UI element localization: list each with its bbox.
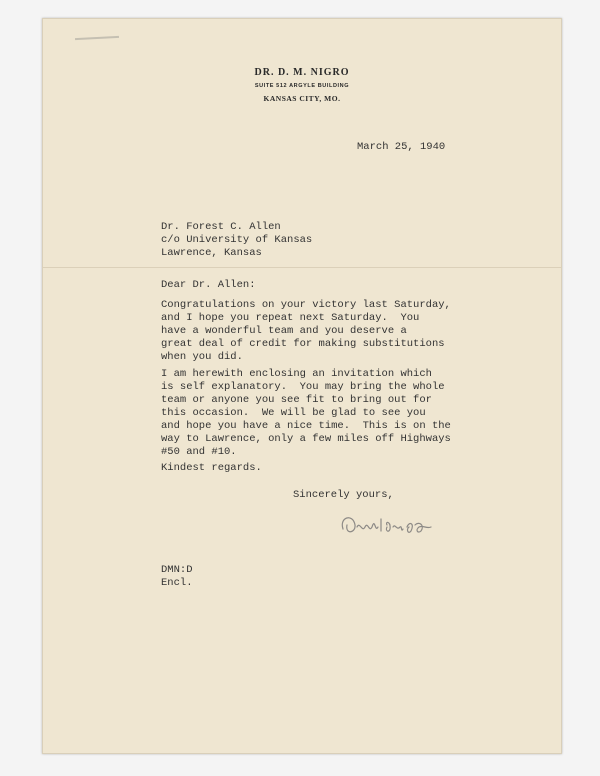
paragraph-line: and hope you have a nice time. This is on the <box>161 420 451 432</box>
paragraph-line: great deal of credit for making substitutions <box>161 338 445 350</box>
letterhead-city: KANSAS CITY, MO. <box>263 94 341 103</box>
letterhead-address: SUITE 512 ARGYLE BUILDING <box>254 83 350 89</box>
paragraph-1 <box>161 299 451 364</box>
paragraph-line: when you did. <box>161 351 243 363</box>
paragraph-line: I am herewith enclosing an invitation which <box>161 368 432 380</box>
pencil-mark <box>75 36 119 40</box>
paragraph-line: team or anyone you see fit to bring out for <box>161 394 432 406</box>
paragraph-line: is self explanatory. You may bring the whole <box>161 381 445 393</box>
kindest-regards: Kindest regards. <box>161 462 262 474</box>
paper-fold-line <box>43 267 561 268</box>
paragraph-2 <box>161 368 451 459</box>
recipient-address <box>161 221 312 260</box>
paragraph-line: way to Lawrence, only a few miles off Highways <box>161 433 451 445</box>
complimentary-close: Sincerely yours, <box>293 489 394 501</box>
enclosure-note: Encl. <box>161 577 193 589</box>
recipient-institution: c/o University of Kansas <box>161 234 313 246</box>
paragraph-line: #50 and #10. <box>161 446 237 458</box>
handwritten-signature <box>335 503 475 543</box>
letter-page <box>42 18 562 754</box>
letter-date: March 25, 1940 <box>357 141 446 153</box>
paragraph-line: this occasion. We will be glad to see you <box>161 407 426 419</box>
recipient-name: Dr. Forest C. Allen <box>161 221 281 233</box>
paragraph-line: have a wonderful team and you deserve a <box>161 325 407 337</box>
recipient-city: Lawrence, Kansas <box>161 247 262 259</box>
paragraph-line: and I hope you repeat next Saturday. You <box>161 312 420 324</box>
typist-initials: DMN:D <box>161 564 193 576</box>
letterhead-name: DR. D. M. NIGRO <box>254 67 350 78</box>
paragraph-line: Congratulations on your victory last Saturday, <box>161 299 451 311</box>
salutation: Dear Dr. Allen: <box>161 279 256 291</box>
reference-block <box>161 564 193 590</box>
